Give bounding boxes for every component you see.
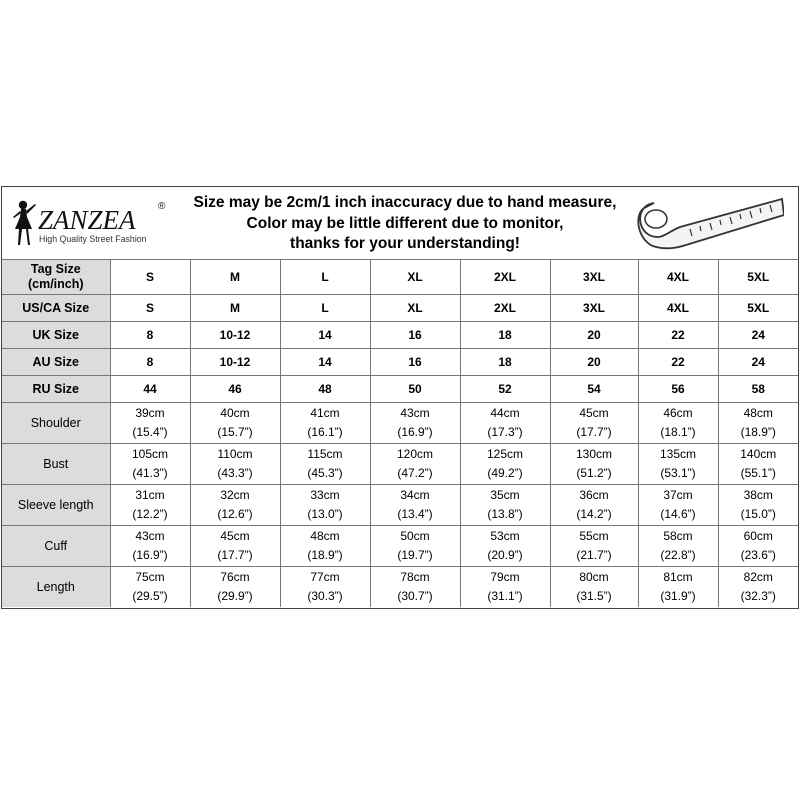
row-header: Sleeve length	[2, 485, 110, 526]
row-header: RU Size	[2, 376, 110, 403]
table-cell: 20	[550, 322, 638, 349]
cm-value: 45cm	[220, 529, 250, 543]
table-cell	[550, 567, 638, 608]
table-row	[2, 444, 798, 485]
cm-value: 53cm	[490, 529, 520, 543]
inch-value: (45.3”)	[307, 466, 343, 480]
brand-logo	[8, 195, 178, 251]
table-cell: 54	[550, 376, 638, 403]
table-cell	[550, 444, 638, 485]
row-header: AU Size	[2, 349, 110, 376]
cm-value: 110cm	[217, 447, 253, 461]
table-cell: 5XL	[718, 295, 798, 322]
table-cell: 18	[460, 349, 550, 376]
notice-line: Color may be little different due to monitor,	[246, 214, 564, 232]
table-cell	[280, 567, 370, 608]
table-cell	[460, 444, 550, 485]
table-cell	[638, 567, 718, 608]
inch-value: (20.9”)	[487, 548, 523, 562]
inch-value: (16.9”)	[132, 548, 168, 562]
table-cell	[550, 526, 638, 567]
table-cell: 18	[460, 322, 550, 349]
inch-value: (13.8”)	[487, 507, 523, 521]
table-cell	[190, 444, 280, 485]
table-cell: M	[190, 295, 280, 322]
brand-tagline: High Quality Street Fashion	[39, 234, 147, 244]
table-cell: XL	[370, 260, 460, 295]
table-cell: 8	[110, 349, 190, 376]
table-cell	[370, 526, 460, 567]
table-cell	[550, 403, 638, 444]
table-cell: 10-12	[190, 322, 280, 349]
cm-value: 78cm	[400, 570, 430, 584]
table-cell	[718, 444, 798, 485]
table-row	[2, 567, 798, 608]
size-chart	[1, 186, 799, 609]
cm-value: 38cm	[743, 488, 773, 502]
cm-value: 43cm	[400, 406, 430, 420]
cm-value: 58cm	[663, 529, 693, 543]
table-cell: 58	[718, 376, 798, 403]
table-row	[2, 526, 798, 567]
table-row	[2, 322, 798, 349]
table-cell: XL	[370, 295, 460, 322]
table-cell: 24	[718, 322, 798, 349]
cm-value: 135cm	[659, 447, 697, 461]
row-header: Bust	[2, 444, 110, 485]
cm-value: 77cm	[310, 570, 340, 584]
table-cell: 16	[370, 349, 460, 376]
registered-mark: ®	[158, 201, 166, 212]
cm-value: 45cm	[579, 406, 609, 420]
inch-value: (16.1”)	[307, 425, 343, 439]
inch-value: (14.6”)	[660, 507, 696, 521]
row-header: UK Size	[2, 322, 110, 349]
cm-value: 48cm	[310, 529, 340, 543]
table-row	[2, 485, 798, 526]
table-cell: 22	[638, 322, 718, 349]
inch-value: (53.1”)	[660, 466, 696, 480]
table-cell: 50	[370, 376, 460, 403]
row-header: Tag Size (cm/inch)	[2, 260, 110, 295]
inch-value: (21.7”)	[576, 548, 612, 562]
cm-value: 48cm	[743, 406, 773, 420]
table-cell	[280, 444, 370, 485]
table-cell	[638, 526, 718, 567]
brand-name: ZANZEA	[38, 205, 136, 235]
table-cell: 4XL	[638, 295, 718, 322]
cm-value: 31cm	[135, 488, 165, 502]
table-cell: 2XL	[460, 260, 550, 295]
table-cell: 48	[280, 376, 370, 403]
row-header: Length	[2, 567, 110, 608]
inch-value: (12.6”)	[217, 507, 253, 521]
inch-value: (12.2”)	[132, 507, 168, 521]
cm-value: 37cm	[663, 488, 693, 502]
table-row	[2, 260, 798, 295]
table-cell: 22	[638, 349, 718, 376]
cm-value: 46cm	[663, 406, 693, 420]
inch-value: (51.2”)	[576, 466, 612, 480]
cm-value: 43cm	[135, 529, 165, 543]
inch-value: (30.3”)	[307, 589, 343, 603]
table-row	[2, 295, 798, 322]
inch-value: (32.3”)	[740, 589, 776, 603]
cm-value: 115cm	[307, 447, 343, 461]
measurement-notice	[180, 193, 630, 255]
table-cell: 4XL	[638, 260, 718, 295]
table-cell	[460, 567, 550, 608]
cm-value: 130cm	[575, 447, 613, 461]
inch-value: (29.5”)	[132, 589, 168, 603]
inch-value: (15.0”)	[740, 507, 776, 521]
table-cell: 2XL	[460, 295, 550, 322]
table-cell	[550, 485, 638, 526]
inch-value: (22.8”)	[660, 548, 696, 562]
table-cell: 5XL	[718, 260, 798, 295]
table-row	[2, 376, 798, 403]
table-cell	[460, 403, 550, 444]
table-cell	[370, 485, 460, 526]
inch-value: (43.3”)	[217, 466, 253, 480]
cm-value: 140cm	[740, 447, 777, 461]
cm-value: 35cm	[490, 488, 520, 502]
inch-value: (16.9”)	[397, 425, 433, 439]
inch-value: (49.2”)	[487, 466, 523, 480]
inch-value: (18.9”)	[307, 548, 343, 562]
inch-value: (17.3”)	[487, 425, 523, 439]
inch-value: (13.0”)	[307, 507, 343, 521]
cm-value: 40cm	[220, 406, 250, 420]
chart-header	[2, 187, 798, 260]
cm-value: 125cm	[486, 447, 524, 461]
cm-value: 41cm	[310, 406, 340, 420]
inch-value: (47.2”)	[397, 466, 433, 480]
inch-value: (17.7”)	[217, 548, 253, 562]
inch-value: (29.9”)	[217, 589, 253, 603]
table-row	[2, 403, 798, 444]
table-cell: 8	[110, 322, 190, 349]
inch-value: (18.1”)	[660, 425, 696, 439]
measuring-tape-icon	[634, 193, 784, 253]
inch-value: (15.4”)	[132, 425, 168, 439]
row-header: Shoulder	[2, 403, 110, 444]
cm-value: 76cm	[220, 570, 250, 584]
cm-value: 36cm	[579, 488, 609, 502]
inch-value: (23.6”)	[740, 548, 776, 562]
table-cell	[110, 567, 190, 608]
table-cell: S	[110, 260, 190, 295]
row-header: Cuff	[2, 526, 110, 567]
cm-value: 32cm	[220, 488, 250, 502]
table-cell: 3XL	[550, 295, 638, 322]
table-cell	[370, 403, 460, 444]
row-header: US/CA Size	[2, 295, 110, 322]
table-cell	[110, 444, 190, 485]
table-cell	[190, 526, 280, 567]
size-table-body	[2, 260, 798, 608]
inch-value: (55.1”)	[740, 466, 776, 480]
table-cell	[370, 444, 460, 485]
cm-value: 50cm	[400, 529, 430, 543]
table-cell: 3XL	[550, 260, 638, 295]
dancing-girl-icon	[13, 201, 36, 245]
cm-value: 80cm	[579, 570, 609, 584]
table-cell	[280, 485, 370, 526]
table-cell: 14	[280, 349, 370, 376]
table-cell: 20	[550, 349, 638, 376]
table-cell	[718, 526, 798, 567]
table-cell: L	[280, 295, 370, 322]
cm-value: 44cm	[490, 406, 520, 420]
notice-line: Size may be 2cm/1 inch inaccuracy due to hand measure,	[193, 194, 617, 211]
table-cell	[638, 485, 718, 526]
table-cell: 52	[460, 376, 550, 403]
inch-value: (18.9”)	[740, 425, 776, 439]
inch-value: (19.7”)	[397, 548, 433, 562]
table-cell: 14	[280, 322, 370, 349]
cm-value: 82cm	[743, 570, 773, 584]
size-table	[2, 259, 798, 607]
table-cell	[638, 403, 718, 444]
table-cell	[110, 403, 190, 444]
cm-value: 75cm	[135, 570, 165, 584]
inch-value: (31.9”)	[660, 589, 696, 603]
cm-value: 120cm	[396, 447, 434, 461]
table-cell	[718, 567, 798, 608]
inch-value: (41.3”)	[132, 466, 168, 480]
table-cell	[718, 403, 798, 444]
cm-value: 34cm	[400, 488, 430, 502]
table-cell	[460, 485, 550, 526]
cm-value: 55cm	[579, 529, 609, 543]
table-cell	[638, 444, 718, 485]
table-cell: 44	[110, 376, 190, 403]
table-cell	[280, 403, 370, 444]
cm-value: 105cm	[131, 447, 169, 461]
table-cell: 56	[638, 376, 718, 403]
table-cell	[190, 485, 280, 526]
table-cell	[190, 403, 280, 444]
table-cell	[110, 526, 190, 567]
table-cell: S	[110, 295, 190, 322]
cm-value: 39cm	[135, 406, 165, 420]
table-cell: M	[190, 260, 280, 295]
cm-value: 33cm	[310, 488, 340, 502]
inch-value: (30.7”)	[397, 589, 433, 603]
table-cell	[280, 526, 370, 567]
table-cell	[460, 526, 550, 567]
inch-value: (15.7”)	[217, 425, 253, 439]
table-cell	[190, 567, 280, 608]
table-cell: 46	[190, 376, 280, 403]
notice-line: thanks for your understanding!	[290, 235, 520, 252]
table-row	[2, 349, 798, 376]
inch-value: (14.2”)	[576, 507, 612, 521]
cm-value: 81cm	[663, 570, 693, 584]
table-cell	[718, 485, 798, 526]
table-cell: 10-12	[190, 349, 280, 376]
table-cell: 16	[370, 322, 460, 349]
inch-value: (13.4”)	[397, 507, 433, 521]
inch-value: (31.5”)	[576, 589, 612, 603]
inch-value: (17.7”)	[576, 425, 612, 439]
cm-value: 79cm	[490, 570, 520, 584]
cm-value: 60cm	[743, 529, 773, 543]
inch-value: (31.1”)	[487, 589, 523, 603]
table-cell	[110, 485, 190, 526]
table-cell	[370, 567, 460, 608]
table-cell: 24	[718, 349, 798, 376]
table-cell: L	[280, 260, 370, 295]
